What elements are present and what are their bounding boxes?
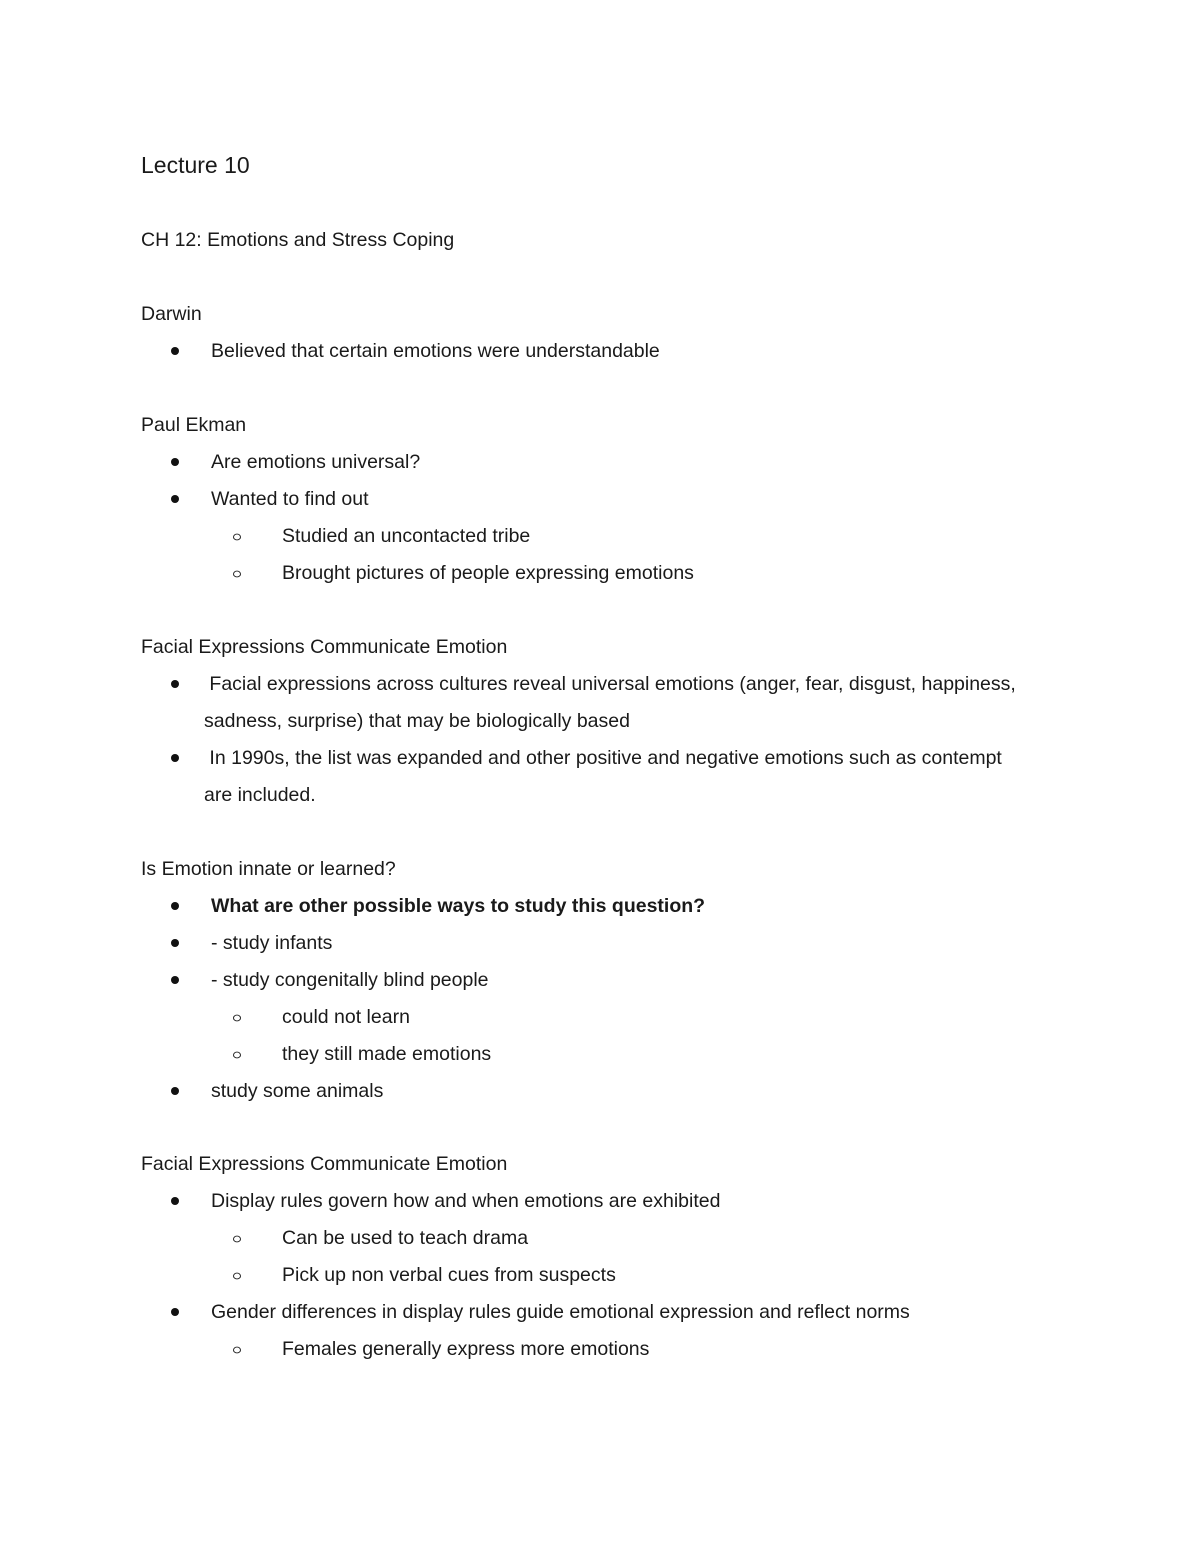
chapter-heading: CH 12: Emotions and Stress Coping xyxy=(141,229,455,251)
document-page: Lecture 10 CH 12: Emotions and Stress Coping Darwin Believed that certain emotions were understandable Paul Ekman Are emotions universal? Wanted to find out Studied an uncontacted tribe Brought pictures of people expressing emotions Facial Expressions Communicate Emotion Facial expressions across cultures reveal universal emotions (anger, fear, disgust, happiness, sadness, surprise) that may be biologically based In 1990s, the list was expanded and other positive and negative emotions such as contempt are included. Is Emotion innate or learned? What are other possible ways to study this question? - study infants - study congenitally blind people could not learn they still made emotions study some animals Facial Expressions Communicate Emotion Display rules govern how and when emotions are exhibited Can be used to teach drama Pick up non verbal cues from suspects Gender differences in display rules guide emotional expression and reflect norms Females generally express more emotions xyxy=(141,152,1016,1360)
hollow-bullet-icon xyxy=(233,1273,241,1280)
bullet-icon xyxy=(171,754,179,762)
section-heading-innate-or-learned: Is Emotion innate or learned? xyxy=(141,858,396,880)
bullet-icon xyxy=(171,347,179,355)
bullet-icon xyxy=(171,1087,179,1095)
hollow-bullet-icon xyxy=(233,1347,241,1354)
bullet-icon xyxy=(171,495,179,503)
bullet-icon xyxy=(171,458,179,466)
section-heading-paul-ekman: Paul Ekman xyxy=(141,414,247,436)
hollow-bullet-icon xyxy=(233,1236,241,1243)
list-item-continuation: are included. xyxy=(204,784,316,806)
hollow-bullet-icon xyxy=(233,1015,241,1022)
page-title: Lecture 10 xyxy=(141,152,250,178)
bullet-icon xyxy=(171,939,179,947)
bullet-icon xyxy=(171,976,179,984)
hollow-bullet-icon xyxy=(233,1052,241,1059)
list-item-continuation: sadness, surprise) that may be biologically based xyxy=(204,710,630,732)
hollow-bullet-icon xyxy=(233,571,241,578)
section-heading-facial-expressions-2: Facial Expressions Communicate Emotion xyxy=(141,1153,508,1175)
bullet-icon xyxy=(171,1197,179,1205)
hollow-bullet-icon xyxy=(233,534,241,541)
bullet-icon xyxy=(171,902,179,910)
bullet-icon xyxy=(171,1308,179,1316)
section-heading-facial-expressions: Facial Expressions Communicate Emotion xyxy=(141,636,508,658)
section-heading-darwin: Darwin xyxy=(141,303,202,325)
bullet-icon xyxy=(171,680,179,688)
